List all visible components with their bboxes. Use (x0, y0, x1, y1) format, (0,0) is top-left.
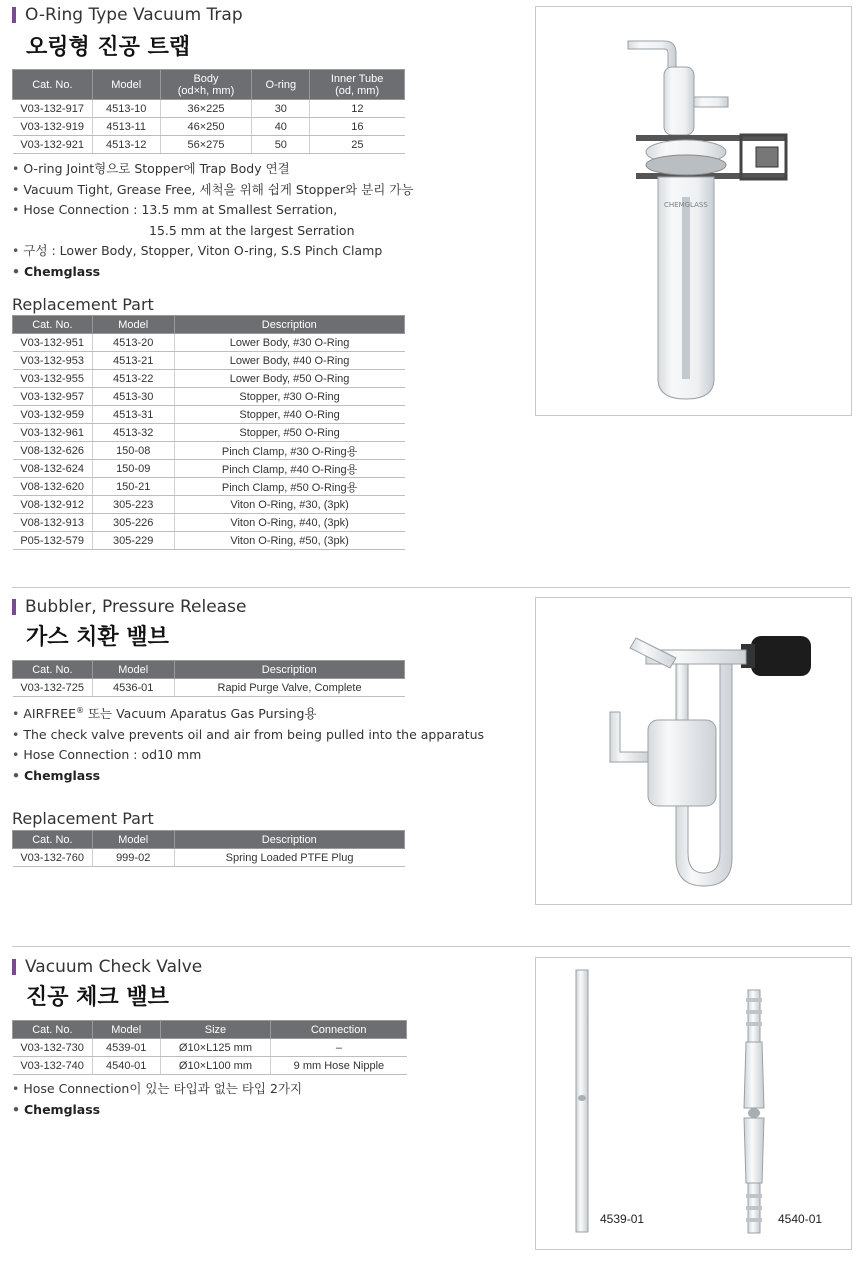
col-header-inner-tube: Inner Tube (od, mm) (310, 70, 405, 100)
section-vacuum-check-valve (0, 955, 860, 1255)
col-header-cat: Cat. No. (13, 661, 93, 679)
section-title-text: Vacuum Check Valve (25, 957, 203, 977)
product-photo-vacuum-trap (535, 6, 852, 416)
col-header-description: Description (174, 661, 404, 679)
table-row: V03-132-921 4513-12 56×275 50 25 (13, 136, 405, 154)
check-valve-illustration (536, 958, 853, 1251)
table-row: V03-132-953 4513-21 Lower Body, #40 O-Ring (13, 352, 405, 370)
col-header-size: Size (160, 1021, 271, 1039)
brand-item: • Chemglass (12, 262, 413, 283)
table-row: V03-132-725 4536-01 Rapid Purge Valve, Complete (13, 679, 405, 697)
section-title-text: O-Ring Type Vacuum Trap (25, 5, 243, 25)
list-item: • O-ring Joint형으로 Stopper에 Trap Body 연결 (12, 159, 413, 180)
product-photo-bubbler (535, 597, 852, 905)
spec-table (12, 1020, 407, 1075)
col-header-description: Description (174, 316, 404, 334)
col-header-cat: Cat. No. (13, 831, 93, 849)
table-row: V03-132-740 4540-01 Ø10×L100 mm 9 mm Hose Nipple (13, 1057, 407, 1075)
feature-list (12, 159, 413, 282)
table-row: V03-132-951 4513-20 Lower Body, #30 O-Ring (13, 334, 405, 352)
list-item: • 구성 : Lower Body, Stopper, Viton O-ring, S.S Pinch Clamp (12, 241, 413, 262)
section-subtitle: 가스 치환 밸브 (26, 625, 169, 650)
section-bubbler (0, 595, 860, 925)
table-row: P05-132-579 305-229 Viton O-Ring, #50, (3pk) (13, 532, 405, 550)
vacuum-trap-illustration (536, 7, 853, 417)
section-divider (12, 946, 850, 947)
col-header-body: Body (od×h, mm) (160, 70, 252, 100)
spec-table (12, 660, 405, 697)
feature-list (12, 701, 484, 786)
list-item: • AIRFREE® 또는 Vacuum Aparatus Gas Pursing용 (12, 701, 484, 725)
table-row: V03-132-955 4513-22 Lower Body, #50 O-Ring (13, 370, 405, 388)
col-header-description: Description (174, 831, 404, 849)
section-title (12, 957, 202, 977)
brand-item: • Chemglass (12, 766, 484, 787)
col-header-model: Model (92, 661, 174, 679)
col-header-oring: O-ring (252, 70, 310, 100)
section-title-text: Bubbler, Pressure Release (25, 597, 247, 617)
table-row: V03-132-961 4513-32 Stopper, #50 O-Ring (13, 424, 405, 442)
col-header-cat: Cat. No. (13, 70, 93, 100)
replacement-part-title: Replacement Part (12, 809, 154, 828)
table-row: V08-132-913 305-226 Viton O-Ring, #40, (3pk) (13, 514, 405, 532)
feature-list (12, 1079, 302, 1120)
section-title (12, 5, 243, 25)
list-item: 15.5 mm at the largest Serration (149, 222, 355, 238)
section-divider (12, 587, 850, 588)
section-title (12, 597, 246, 617)
col-header-model: Model (92, 831, 174, 849)
table-row: V03-132-917 4513-10 36×225 30 12 (13, 100, 405, 118)
table-row: V03-132-919 4513-11 46×250 40 16 (13, 118, 405, 136)
replacement-table (12, 315, 405, 550)
col-header-connection: Connection (271, 1021, 407, 1039)
replacement-part-title: Replacement Part (12, 295, 154, 314)
col-header-model: Model (92, 70, 160, 100)
table-row: V08-132-912 305-223 Viton O-Ring, #30, (3pk) (13, 496, 405, 514)
replacement-table (12, 830, 405, 867)
col-header-cat: Cat. No. (13, 1021, 93, 1039)
table-row: V03-132-959 4513-31 Stopper, #40 O-Ring (13, 406, 405, 424)
section-subtitle: 오링형 진공 트랩 (26, 35, 191, 60)
table-row: V08-132-626 150-08 Pinch Clamp, #30 O-Ring용 (13, 442, 405, 460)
title-bar-marker (12, 7, 16, 23)
table-row: V03-132-957 4513-30 Stopper, #30 O-Ring (13, 388, 405, 406)
logo-text: CHEMGLASS (664, 201, 708, 209)
list-item: • Vacuum Tight, Grease Free, 세척을 위해 쉽게 Stopper와 분리 가능 (12, 180, 413, 201)
section-oring-vacuum-trap (0, 0, 860, 580)
spec-table (12, 69, 405, 154)
product-photo-check-valves (535, 957, 852, 1250)
title-bar-marker (12, 959, 16, 975)
image-label-4539: 4539-01 (600, 1212, 645, 1226)
list-item: • Hose Connection : od10 mm (12, 745, 484, 766)
col-header-model: Model (92, 1021, 160, 1039)
col-header-model: Model (92, 316, 174, 334)
section-subtitle: 진공 체크 밸브 (26, 985, 169, 1010)
title-bar-marker (12, 599, 16, 615)
table-row: V03-132-730 4539-01 Ø10×L125 mm – (13, 1039, 407, 1057)
list-item: • Hose Connection이 있는 타입과 없는 타입 2가지 (12, 1079, 302, 1100)
table-row: V08-132-620 150-21 Pinch Clamp, #50 O-Ring용 (13, 478, 405, 496)
table-row: V08-132-624 150-09 Pinch Clamp, #40 O-Ring용 (13, 460, 405, 478)
list-item: • The check valve prevents oil and air from being pulled into the apparatus (12, 725, 484, 746)
image-label-4540: 4540-01 (778, 1212, 823, 1226)
bubbler-illustration (536, 598, 853, 906)
table-row: V03-132-760 999-02 Spring Loaded PTFE Plug (13, 849, 405, 867)
list-item: • Hose Connection : 13.5 mm at Smallest Serration, (12, 200, 413, 221)
col-header-cat: Cat. No. (13, 316, 93, 334)
brand-item: • Chemglass (12, 1100, 302, 1121)
